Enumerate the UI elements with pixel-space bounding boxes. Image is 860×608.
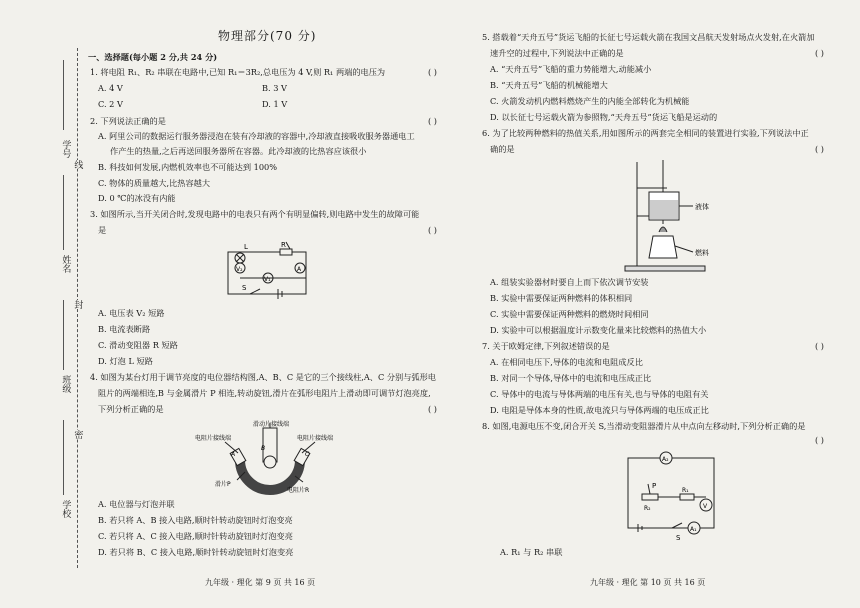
q1-stem: 1. 将电阻 R₁、R₂ 串联在电路中,已知 R₁＝3R₂,总电压为 4 V,则 R₁ 两端的电压为 (90, 67, 386, 77)
margin-underline (63, 420, 64, 495)
margin-label-class: 班级 (60, 375, 71, 393)
q8-label-a1: A₁ (690, 526, 697, 533)
q3-circuit-diagram (220, 240, 320, 302)
q4-answer-paren: ( ) (428, 404, 437, 414)
q2-stem: 2. 下列说法正确的是 (90, 116, 166, 126)
q5-option-d: D. 以长征七号运载火箭为参照物,“天舟五号”货运飞船是运动的 (490, 112, 718, 122)
q8-circuit-diagram (620, 448, 730, 540)
q6-option-b: B. 实验中需要保证两种燃料的体积相同 (490, 293, 633, 303)
q8-label-p: P (652, 482, 657, 490)
q1-option-a: A. 4 V (98, 83, 123, 93)
q7-option-d: D. 电阻是导体本身的性质,故电流只与导体两端的电压成正比 (490, 405, 709, 415)
q5-answer-paren: ( ) (815, 48, 824, 58)
q4-label-b: B (261, 445, 266, 452)
q5-option-c: C. 火箭发动机内燃料燃烧产生的内能全部转化为机械能 (490, 96, 690, 106)
q8-label-s: S (676, 534, 681, 540)
margin-underline (63, 300, 64, 370)
q3-label-lamp: L (244, 243, 248, 251)
q4-label-right-terminal: 电阻片接线端 (297, 435, 334, 442)
margin-label-student-id: 学号 (60, 140, 71, 158)
q5-stem-line1: 5. 搭载着“天舟五号”货运飞船的长征七号运载火箭在我国文昌航天发射场点火发射,在火箭加 (482, 32, 815, 42)
q7-option-a: A. 在相同电压下,导体的电流和电阻成反比 (490, 357, 643, 367)
q7-option-b: B. 对同一个导体,导体中的电流和电压成正比 (490, 373, 652, 383)
q4-label-a: A (231, 451, 236, 458)
margin-label-school: 学校 (60, 500, 71, 518)
q8-label-v: V (703, 503, 708, 510)
q6-answer-paren: ( ) (815, 144, 824, 154)
q4-stem-line2: 阻片的两端相连,B 与金属滑片 P 相连,转动旋钮,滑片在弧形电阻片上滑动即可调节灯泡亮度, (98, 388, 431, 398)
q4-option-c: C. 若只将 A、C 接入电路,顺时针转动旋钮时灯泡变亮 (98, 531, 293, 541)
q3-option-a: A. 电压表 V₂ 短路 (98, 308, 165, 318)
q1-option-c: C. 2 V (98, 99, 123, 109)
q6-option-a: A. 组装实验器材时要自上而下依次调节安装 (490, 277, 649, 287)
q4-potentiometer-diagram (195, 420, 345, 496)
q3-stem-line1: 3. 如图所示,当开关闭合时,发现电路中的电表只有两个有明显偏转,则电路中发生的故障可能 (90, 209, 420, 219)
q3-label-switch: S (242, 284, 247, 292)
q1-answer-paren: ( ) (428, 67, 437, 77)
q8-option-a: A. R₁ 与 R₂ 串联 (500, 547, 563, 557)
margin-mark-seal: 封 (72, 300, 83, 309)
left-page-footer: 九年级 · 理化 第 9 页 共 16 页 (205, 578, 316, 587)
q3-label-v1: V₁ (264, 276, 271, 283)
q4-option-d: D. 若只将 B、C 接入电路,顺时针转动旋钮时灯泡变亮 (98, 547, 294, 557)
q4-option-a: A. 电位器与灯泡并联 (98, 499, 175, 509)
q4-label-resistor-r: 电阻片R (287, 487, 310, 494)
q4-label-slider-terminal: 滑动片接线端 (253, 421, 290, 428)
q3-option-d: D. 灯泡 L 短路 (98, 356, 153, 366)
q2-option-a-line1: A. 阿里公司的数据运行服务器浸泡在装有冷却液的容器中,冷却液直接吸收服务器通电工 (98, 131, 415, 141)
section-heading: 一、选择题(每小题 2 分,共 24 分) (88, 52, 218, 62)
q3-option-c: C. 滑动变阻器 R 短路 (98, 340, 178, 350)
q5-option-b: B. “天舟五号”飞船的机械能增大 (490, 80, 608, 90)
q3-option-b: B. 电流表断路 (98, 324, 151, 334)
q6-stem-line2: 确的是 (490, 144, 515, 154)
q3-label-ammeter: A (297, 266, 302, 273)
margin-label-name: 姓名 (60, 255, 71, 273)
q3-answer-paren: ( ) (428, 225, 437, 235)
q2-option-b: B. 科技如何发展,内燃机效率也不可能达到 100% (98, 162, 278, 172)
q3-stem-line2: 是 (98, 225, 107, 235)
q6-option-d: D. 实验中可以根据温度计示数变化量来比较燃料的热值大小 (490, 325, 707, 335)
q8-label-r2: R₂ (644, 505, 651, 512)
q8-stem: 8. 如图,电源电压不变,闭合开关 S,当滑动变阻器滑片从中点向左移动时,下列分析正确的是 (482, 421, 806, 431)
q4-option-b: B. 若只将 A、B 接入电路,顺时针转动旋钮时灯泡变亮 (98, 515, 293, 525)
q6-label-fuel: 燃料 (695, 249, 709, 257)
q4-label-c: C (305, 451, 310, 458)
q2-option-a-line2: 作产生的热量,之后再送回服务器所在容器。此冷却液的比热容应该很小 (110, 146, 367, 156)
q2-answer-paren: ( ) (428, 116, 437, 126)
q7-answer-paren: ( ) (815, 341, 824, 351)
q8-answer-paren: ( ) (815, 435, 824, 445)
margin-mark-secret: 密 (72, 430, 83, 439)
q4-label-slider-p: 滑片P (215, 481, 231, 488)
q6-label-liquid: 液体 (695, 203, 709, 211)
q8-label-r1: R₁ (682, 487, 689, 494)
margin-underline (63, 175, 64, 250)
q3-label-resistor: R (281, 241, 286, 249)
q1-option-b: B. 3 V (262, 83, 287, 93)
q7-stem: 7. 关于欧姆定律,下列叙述错误的是 (482, 341, 610, 351)
q4-stem-line3: 下列分析正确的是 (98, 404, 164, 414)
q5-stem-line2: 速升空的过程中,下列说法中正确的是 (490, 48, 624, 58)
q6-stem-line1: 6. 为了比较两种燃料的热值关系,用如图所示的两套完全相同的装置进行实验,下列说法中正 (482, 128, 809, 138)
q3-label-v2: V₂ (236, 266, 243, 273)
q6-option-c: C. 实验中需要保证两种燃料的燃烧时间相同 (490, 309, 649, 319)
q2-option-c: C. 物体的质量越大,比热容越大 (98, 178, 211, 188)
q6-apparatus-diagram (615, 158, 725, 274)
q4-stem-line1: 4. 如图为某台灯用于调节亮度的电位器结构图,A、B、C 是它的三个接线柱,A、C 分别与弧形电 (90, 372, 436, 382)
q1-option-d: D. 1 V (262, 99, 288, 109)
q4-label-left-terminal: 电阻片接线端 (195, 435, 232, 442)
q8-label-a2: A₂ (662, 456, 669, 463)
page-title: 物理部分(70 分) (218, 29, 317, 43)
q7-option-c: C. 导体中的电流与导体两端的电压有关,也与导体的电阻有关 (490, 389, 709, 399)
q5-option-a: A. “天舟五号”飞船的重力势能增大,动能减小 (490, 64, 652, 74)
margin-underline (63, 60, 64, 130)
right-page-footer: 九年级 · 理化 第 10 页 共 16 页 (590, 578, 706, 587)
margin-mark-line: 线 (72, 160, 83, 169)
q2-option-d: D. 0 ℃的冰没有内能 (98, 193, 176, 203)
